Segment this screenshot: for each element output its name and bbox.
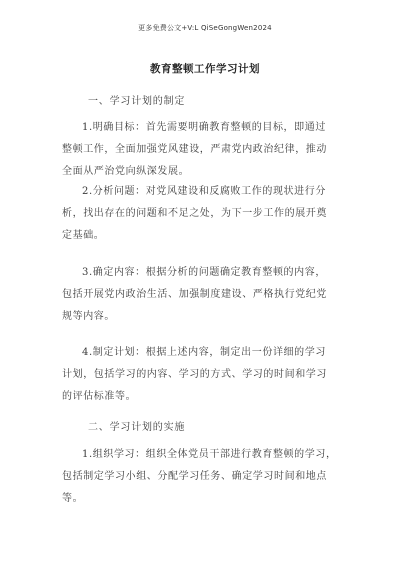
- paragraph-2-1: [62, 444, 352, 510]
- paragraph-line: 4.制定计划：根据上述内容，制定出一份详细的学习: [82, 347, 326, 358]
- paragraph-line: 包括制定学习小组、分配学习任务、确定学习时间和地点: [62, 471, 327, 482]
- paragraph-1-4: [62, 342, 352, 408]
- paragraph-1-3: [62, 262, 352, 328]
- header-watermark: 更多免费公文+V:L QiSeGongWen2024: [138, 24, 272, 32]
- section-heading-1: 一、学习计划的制定: [88, 96, 186, 107]
- paragraph-1-1: [62, 117, 352, 183]
- paragraph-line: 的评估标准等。: [62, 391, 137, 402]
- section-heading-2: 二、学习计划的实施: [88, 422, 186, 433]
- paragraph-line: 1.明确目标：首先需要明确教育整顿的目标，即通过: [82, 122, 326, 133]
- paragraph-line: 等。: [62, 493, 84, 504]
- paragraph-line: 定基础。: [62, 230, 105, 241]
- paragraph-line: 2.分析问题：对党风建设和反腐败工作的现状进行分: [82, 186, 326, 197]
- paragraph-line: 1.组织学习：组织全体党员干部进行教育整顿的学习，: [82, 449, 337, 460]
- paragraph-line: 包括开展党内政治生活、加强制度建设、严格执行党纪党: [62, 289, 327, 300]
- paragraph-line: 整顿工作，全面加强党风建设，严肃党内政治纪律，推动: [62, 144, 327, 155]
- paragraph-line: 计划，包括学习的内容、学习的方式、学习的时间和学习: [62, 369, 327, 380]
- paragraph-1-2: [62, 181, 352, 247]
- paragraph-line: 3.确定内容：根据分析的问题确定教育整顿的内容，: [82, 267, 326, 278]
- paragraph-line: 析，找出存在的问题和不足之处，为下一步工作的展开奠: [62, 208, 327, 219]
- document-title: 教育整顿工作学习计划: [150, 63, 260, 75]
- paragraph-line: 全面从严治党向纵深发展。: [62, 166, 190, 177]
- paragraph-line: 规等内容。: [62, 311, 115, 322]
